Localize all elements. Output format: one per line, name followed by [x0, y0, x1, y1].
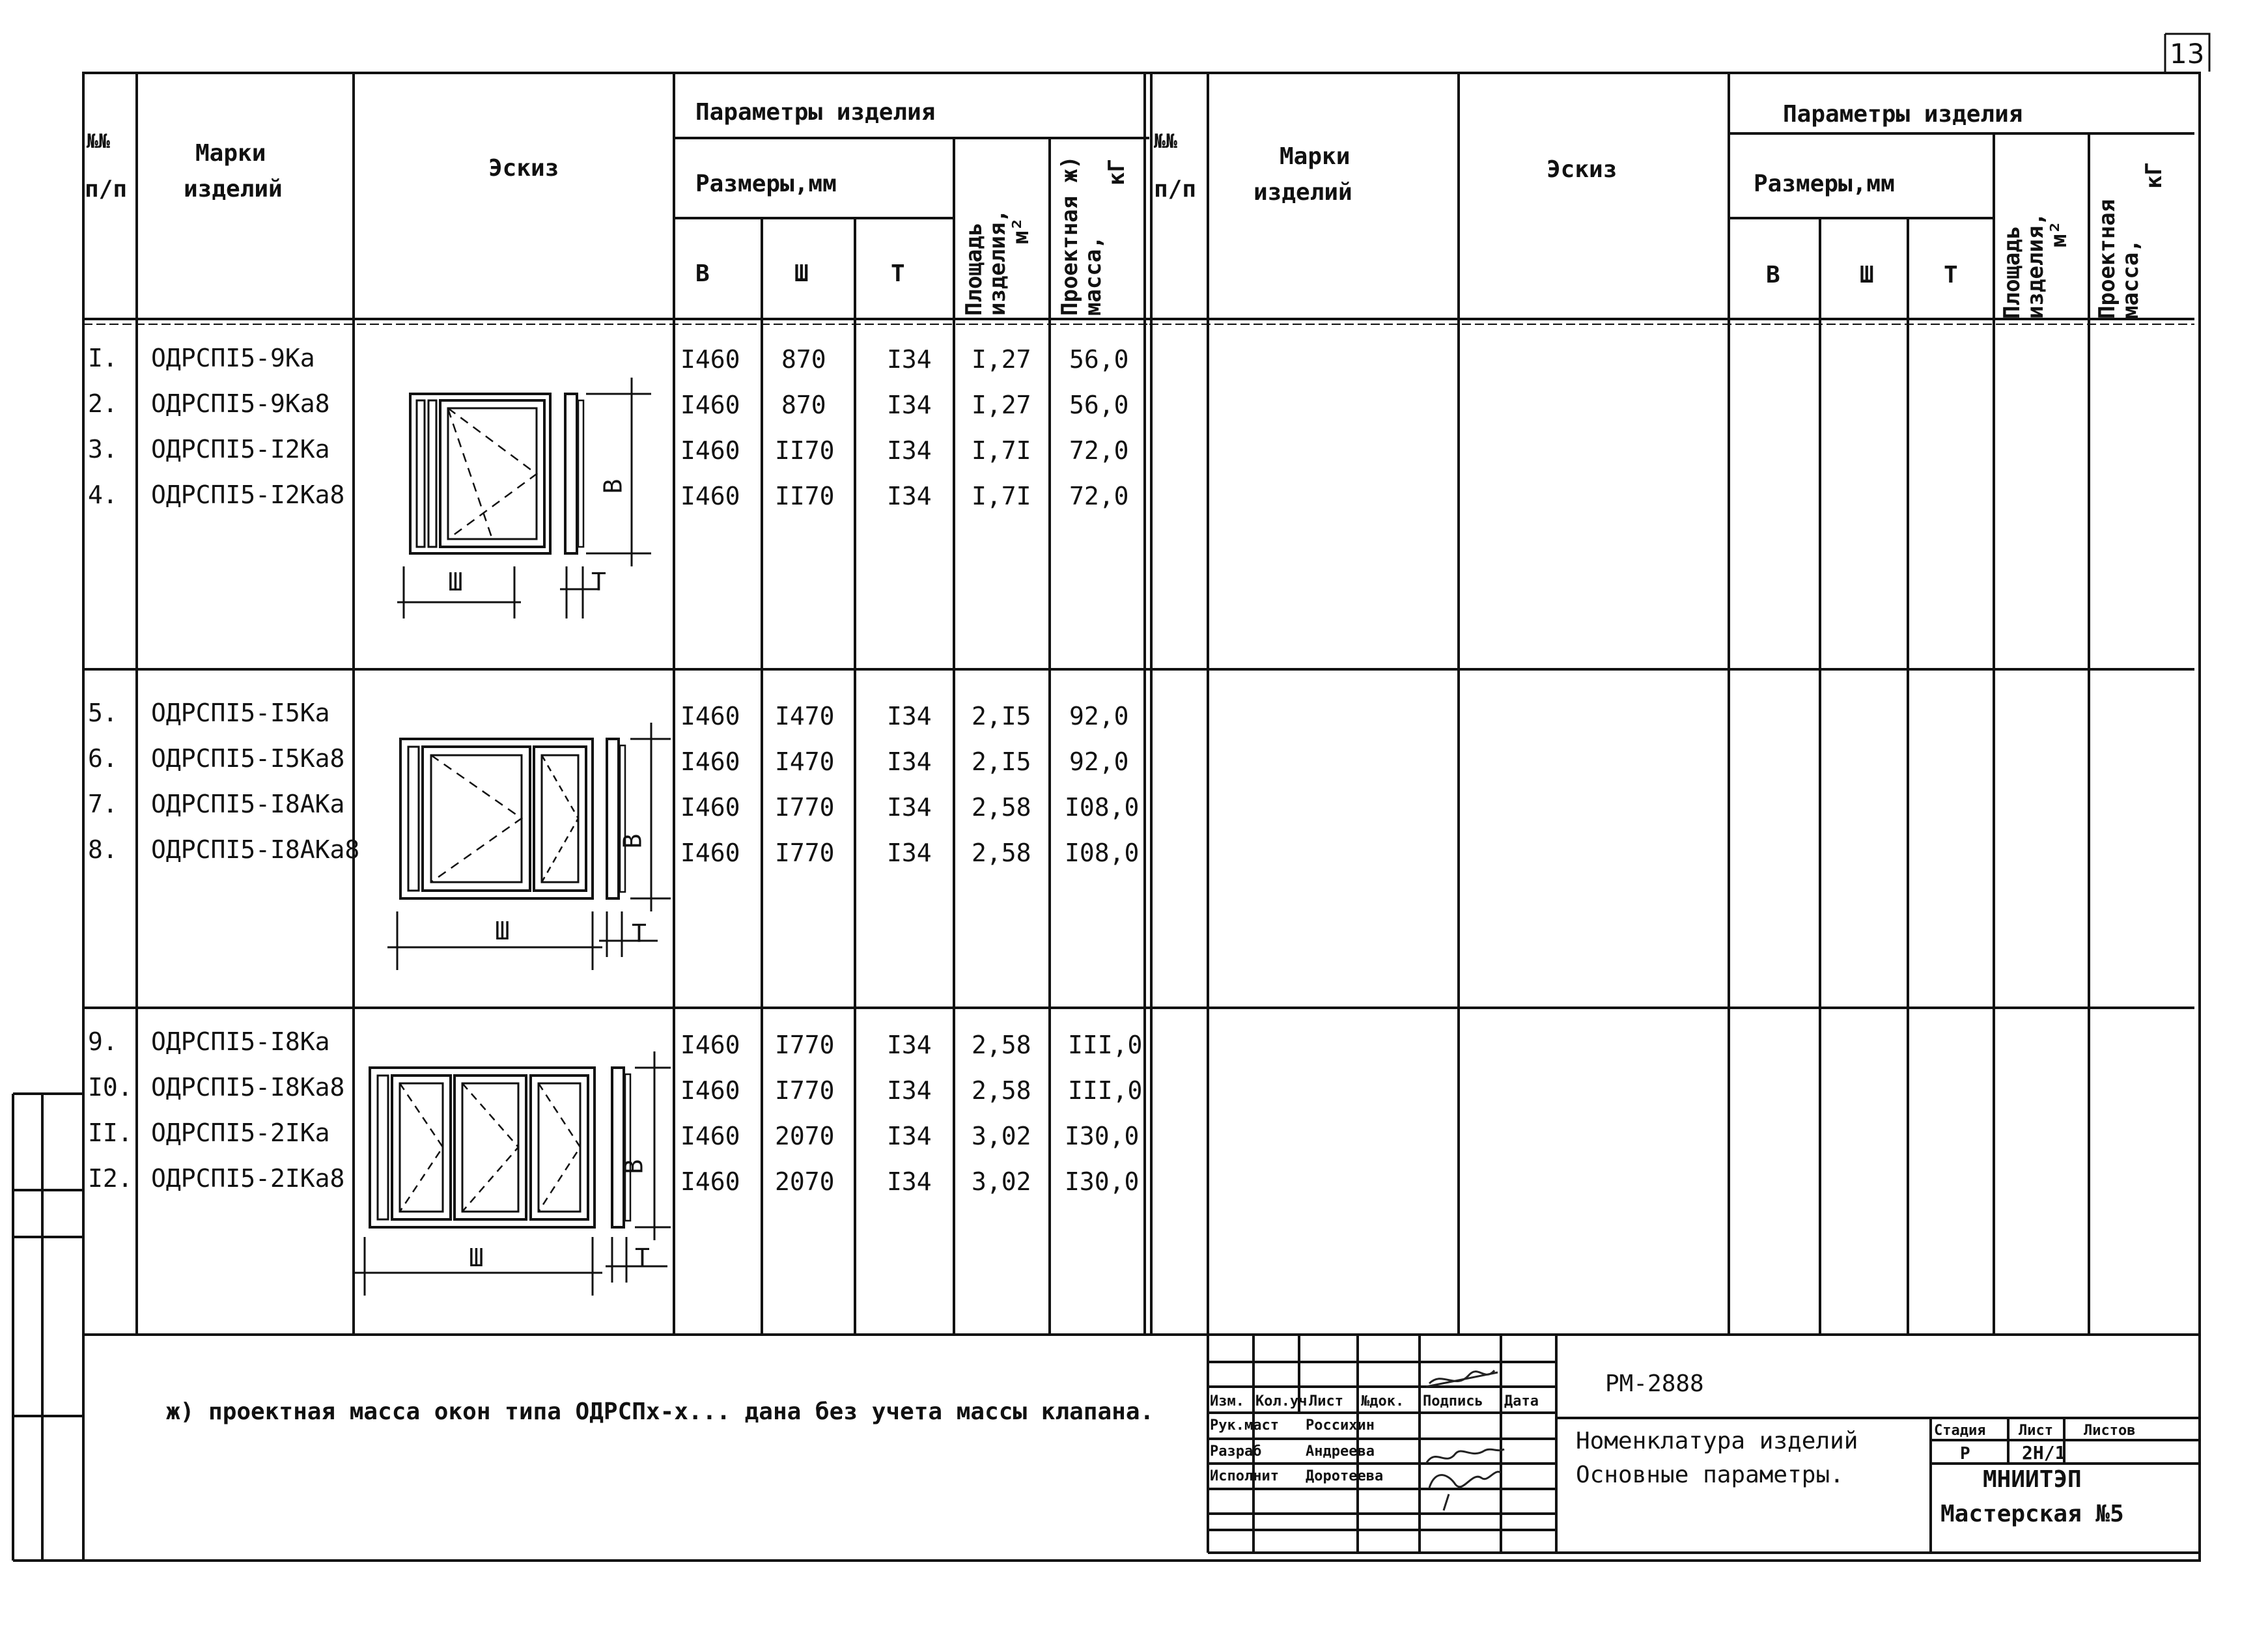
header-col-sh-right: Ш [1860, 262, 1874, 288]
page-number: 13 [2170, 38, 2205, 70]
row-area: 2,58 [972, 839, 1031, 867]
row-mass: I08,0 [1065, 839, 1140, 867]
header-num-right: №№ [1154, 130, 1178, 153]
row-area: 2,58 [972, 1031, 1031, 1059]
dim-label-thickness: Т [635, 1243, 650, 1272]
sheet-label: Лист [2019, 1423, 2053, 1439]
header-mass: Проектная ж) масса, кГ [1057, 156, 1130, 316]
row-t: I34 [887, 436, 932, 465]
row-area: I,7I [972, 482, 1031, 510]
row-mark: ОДРСПI5-I2Ка8 [151, 480, 345, 509]
col-doc: №док. [1361, 1393, 1405, 1410]
row-t: I34 [887, 839, 932, 867]
row-t: I34 [887, 1167, 932, 1196]
row-area: 3,02 [972, 1167, 1031, 1196]
row-num: 2. [88, 389, 118, 418]
header-marks: Марки [195, 140, 266, 167]
row-v: I460 [680, 482, 740, 510]
row-v: I460 [680, 1076, 740, 1105]
row-v: I460 [680, 391, 740, 419]
dim-label-height: В [618, 833, 647, 849]
role-1: Рук.маст [1210, 1417, 1279, 1434]
row-area: 2,58 [972, 793, 1031, 822]
row-mass: I30,0 [1065, 1167, 1140, 1196]
row-mass: I08,0 [1065, 793, 1140, 822]
row-area: I,27 [972, 345, 1031, 374]
header-num-2-right: п/п [1154, 176, 1197, 202]
row-mass: 56,0 [1069, 391, 1129, 419]
row-num: I0. [88, 1073, 133, 1102]
row-mark: ОДРСПI5-I8Ка8 [151, 1073, 345, 1102]
row-t: I34 [887, 1076, 932, 1105]
row-v: I460 [680, 839, 740, 867]
row-area: 3,02 [972, 1122, 1031, 1150]
footnote: ж) проектная масса окон типа ОДРСПх-х... дана без учета массы клапана. [166, 1398, 1155, 1425]
organization: МНИИТЭП [1983, 1466, 2082, 1493]
stage-value: Р [1960, 1444, 1970, 1464]
row-sh: I770 [775, 1076, 835, 1105]
row-mass: III,0 [1068, 1031, 1143, 1059]
col-kol: Кол.уч [1255, 1393, 1308, 1410]
row-mark: ОДРСПI5-I5Ка8 [151, 744, 345, 773]
row-mark: ОДРСПI5-I8АКа [151, 790, 345, 818]
row-t: I34 [887, 1031, 932, 1059]
row-mass: I30,0 [1065, 1122, 1140, 1150]
row-num: 3. [88, 435, 118, 464]
row-mark: ОДРСПI5-2IКа8 [151, 1164, 345, 1193]
row-mark: ОДРСПI5-I8Ка [151, 1027, 330, 1056]
row-num: 5. [88, 699, 118, 727]
row-sh: II70 [775, 436, 835, 465]
header-col-sh: Ш [794, 260, 809, 287]
row-v: I460 [680, 436, 740, 465]
row-t: I34 [887, 391, 932, 419]
header-sizes-right: Размеры,мм [1754, 171, 1895, 197]
header-area: Площадь изделия, м² [961, 209, 1034, 316]
header-sketch-right: Эскиз [1547, 156, 1617, 183]
row-sh: I770 [775, 1031, 835, 1059]
row-mass: 72,0 [1069, 482, 1129, 510]
header-num: №№ [87, 130, 111, 153]
document-title-line-2: Основные параметры. [1576, 1462, 1844, 1488]
sheet-value: 2Н/1 [2022, 1442, 2066, 1464]
row-t: I34 [887, 702, 932, 730]
header-marks-right: Марки [1280, 143, 1351, 170]
document-title-line-1: Номенклатура изделий [1576, 1428, 1858, 1454]
header-params-right: Параметры изделия [1783, 101, 2023, 128]
header-col-v-right: В [1766, 262, 1780, 288]
row-area: 2,I5 [972, 702, 1031, 730]
workshop: Мастерская №5 [1940, 1501, 2124, 1527]
row-v: I460 [680, 793, 740, 822]
row-mass: 92,0 [1069, 702, 1129, 730]
row-v: I460 [680, 1167, 740, 1196]
row-t: I34 [887, 1122, 932, 1150]
row-area: 2,I5 [972, 747, 1031, 776]
row-v: I460 [680, 1122, 740, 1150]
row-sh: 2070 [775, 1122, 835, 1150]
col-sign: Подпись [1423, 1393, 1483, 1410]
row-sh: 870 [781, 345, 826, 374]
row-mark: ОДРСПI5-9Ка [151, 344, 315, 372]
row-area: I,7I [972, 436, 1031, 465]
header-area-right: Площадь изделия, м² [1999, 212, 2072, 319]
row-sh: I770 [775, 839, 835, 867]
document-code: РМ-2888 [1605, 1370, 1704, 1397]
header-col-v: В [695, 260, 710, 287]
header-mass-right: Проектная масса, кГ [2094, 162, 2167, 319]
header-sketch: Эскиз [488, 155, 559, 182]
row-t: I34 [887, 793, 932, 822]
header-marks-2: изделий [184, 176, 283, 202]
row-t: I34 [887, 747, 932, 776]
role-2: Разраб [1210, 1443, 1262, 1460]
row-v: I460 [680, 747, 740, 776]
row-area: 2,58 [972, 1076, 1031, 1105]
row-num: 8. [88, 835, 118, 864]
row-sh: I470 [775, 702, 835, 730]
row-sh: 870 [781, 391, 826, 419]
row-mark: ОДРСПI5-9Ка8 [151, 389, 330, 418]
sheets-label: Листов [2084, 1423, 2136, 1439]
row-num: II. [88, 1118, 133, 1147]
dim-label-height: В [598, 479, 628, 494]
row-t: I34 [887, 345, 932, 374]
col-date: Дата [1504, 1393, 1539, 1410]
row-mass: 92,0 [1069, 747, 1129, 776]
name-2: Андреева [1306, 1443, 1375, 1460]
row-sh: I770 [775, 793, 835, 822]
col-list: Лист [1309, 1393, 1343, 1410]
header-col-t: Т [891, 260, 905, 287]
row-v: I460 [680, 702, 740, 730]
row-num: 9. [88, 1027, 118, 1056]
name-1: Россихин [1306, 1417, 1375, 1434]
dim-label-height: В [619, 1159, 649, 1174]
row-num: I. [88, 344, 118, 372]
dim-label-width: Ш [448, 568, 463, 596]
stage-label: Стадия [1934, 1423, 1986, 1439]
dim-label-thickness: Т [632, 919, 647, 948]
row-mass: 72,0 [1069, 436, 1129, 465]
row-t: I34 [887, 482, 932, 510]
role-3: Исполнит [1210, 1468, 1279, 1484]
row-v: I460 [680, 345, 740, 374]
row-sh: 2070 [775, 1167, 835, 1196]
row-sh: I470 [775, 747, 835, 776]
header-num-2: п/п [85, 176, 128, 202]
header-params: Параметры изделия [695, 99, 936, 126]
name-3: Доротеева [1306, 1468, 1384, 1484]
header-sizes: Размеры,мм [695, 171, 837, 197]
row-num: 6. [88, 744, 118, 773]
row-num: 4. [88, 480, 118, 509]
row-mark: ОДРСПI5-I5Ка [151, 699, 330, 727]
row-v: I460 [680, 1031, 740, 1059]
row-mark: ОДРСПI5-I8АКа8 [151, 835, 360, 864]
dim-label-width: Ш [495, 917, 510, 945]
header-col-t-right: Т [1944, 262, 1958, 288]
window-sketch-1 [397, 378, 651, 618]
dim-label-thickness: Т [591, 568, 606, 596]
row-mark: ОДРСПI5-I2Ка [151, 435, 330, 464]
row-area: I,27 [972, 391, 1031, 419]
row-num: I2. [88, 1164, 133, 1193]
row-mass: III,0 [1068, 1076, 1143, 1105]
row-mark: ОДРСПI5-2IКа [151, 1118, 330, 1147]
col-izm: Изм. [1210, 1393, 1244, 1410]
header-marks-2-right: изделий [1253, 179, 1352, 206]
dim-label-width: Ш [469, 1243, 484, 1272]
row-num: 7. [88, 790, 118, 818]
row-sh: II70 [775, 482, 835, 510]
row-mass: 56,0 [1069, 345, 1129, 374]
